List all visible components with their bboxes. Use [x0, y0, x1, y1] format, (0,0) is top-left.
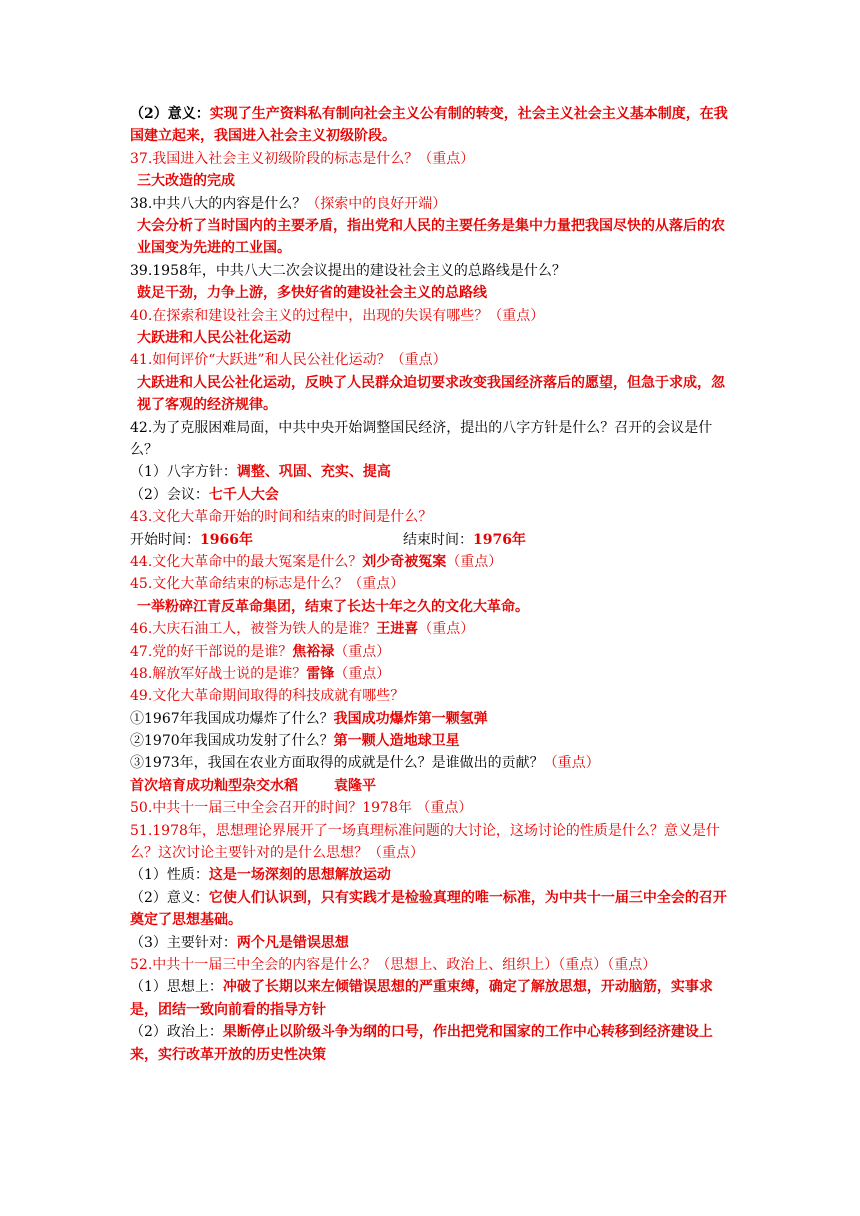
answer-42-policy: （1）八字方针：调整、巩固、充实、提高: [130, 464, 391, 481]
question-51: 51.1978年，思想理论界展开了一场真理标准问题的大讨论，这场讨论的性质是什么？意义是什么？这次讨论主要针对的是什么思想？（重点）: [130, 822, 720, 862]
answer-45: 一举粉碎江青反革命集团，结束了长达十年之久的文化大革命。: [137, 598, 529, 615]
answer-39: 鼓足干劲，力争上游，多快好省的建设社会主义的总路线: [137, 285, 487, 302]
question-45: 45.文化大革命结束的标志是什么？（重点）: [130, 576, 405, 593]
answer-51-nature: （1）性质：这是一场深刻的思想解放运动: [130, 867, 391, 884]
question-37: 37.我国进入社会主义初级阶段的标志是什么？（重点）: [130, 150, 475, 167]
answer-52-ideology: （1）思想上：冲破了长期以来左倾错误思想的严重束缚，确定了解放思想，开动脑筋，实事求是，团结一致向前看的指导方针: [130, 979, 713, 1018]
question-43: 43.文化大革命开始的时间和结束的时间是什么？: [130, 509, 433, 526]
question-50: 50.中共十一届三中全会召开的时间？1978年 （重点）: [130, 800, 473, 817]
question-39: 39.1958年，中共八大二次会议提出的建设社会主义的总路线是什么？: [130, 262, 566, 279]
question-38: 38.中共八大的内容是什么？（探索中的良好开端）: [130, 195, 447, 212]
answer-37: 三大改造的完成: [137, 173, 235, 190]
meaning-answer-line: （2）意义：实现了生产资料私有制向社会主义公有制的转变，社会主义社会主义基本制度，在我国建立起来，我国进入社会主义初级阶段。: [130, 106, 728, 145]
answer-49-1973: ③1973年，我国在农业方面取得的成就是什么？是谁做出的贡献？（重点）: [130, 755, 600, 772]
answer-49-1970: ②1970年我国成功发射了什么？第一颗人造地球卫星: [130, 733, 460, 750]
question-49: 49.文化大革命期间取得的科技成就有哪些？: [130, 688, 405, 705]
answer-41: 大跃进和人民公社化运动，反映了人民群众迫切要求改变我国经济落后的愿望，但急于求成，忽视了客观的经济规律。: [137, 374, 725, 414]
answer-51-target: （3）主要针对：两个凡是错误思想: [130, 934, 349, 951]
question-52: 52.中共十一届三中全会的内容是什么？（思想上、政治上、组织上）（重点）（重点）: [130, 957, 657, 974]
question-44: 44.文化大革命中的最大冤案是什么？刘少奇被冤案（重点）: [130, 553, 503, 570]
answer-40: 大跃进和人民公社化运动: [137, 329, 291, 346]
answer-43: 开始时间：1966年 结束时间：1976年: [130, 531, 526, 548]
question-40: 40.在探索和建设社会主义的过程中，出现的失误有哪些？（重点）: [130, 307, 545, 324]
answer-49-rice: 首次培育成功籼型杂交水稻 袁隆平: [130, 777, 376, 794]
answer-49-1967: ①1967年我国成功爆炸了什么？我国成功爆炸第一颗氢弹: [130, 710, 488, 727]
question-47: 47.党的好干部说的是谁？焦裕禄（重点）: [130, 643, 391, 660]
question-48: 48.解放军好战士说的是谁？雷锋（重点）: [130, 665, 391, 682]
question-42: 42.为了克服困难局面，中共中央开始调整国民经济，提出的八字方针是什么？召开的会议是什么？: [130, 419, 713, 458]
answer-38: 大会分析了当时国内的主要矛盾，指出党和人民的主要任务是集中力量把我国尽快的从落后的农业国变为先进的工业国。: [137, 217, 725, 257]
document-body: [130, 103, 735, 1066]
answer-51-meaning: （2）意义：它使人们认识到，只有实践才是检验真理的唯一标准，为中共十一届三中全会的召开奠定了思想基础。: [130, 889, 727, 929]
answer-52-politics: （2）政治上：果断停止以阶级斗争为纲的口号，作出把党和国家的工作中心转移到经济建设上来，实行改革开放的历史性决策: [130, 1024, 713, 1063]
question-46: 46.大庆石油工人，被誉为铁人的是谁？王进喜（重点）: [130, 621, 475, 638]
question-41: 41.如何评价“大跃进”和人民公社化运动？（重点）: [130, 352, 447, 369]
answer-42-meeting: （2）会议：七千人大会: [130, 486, 279, 503]
